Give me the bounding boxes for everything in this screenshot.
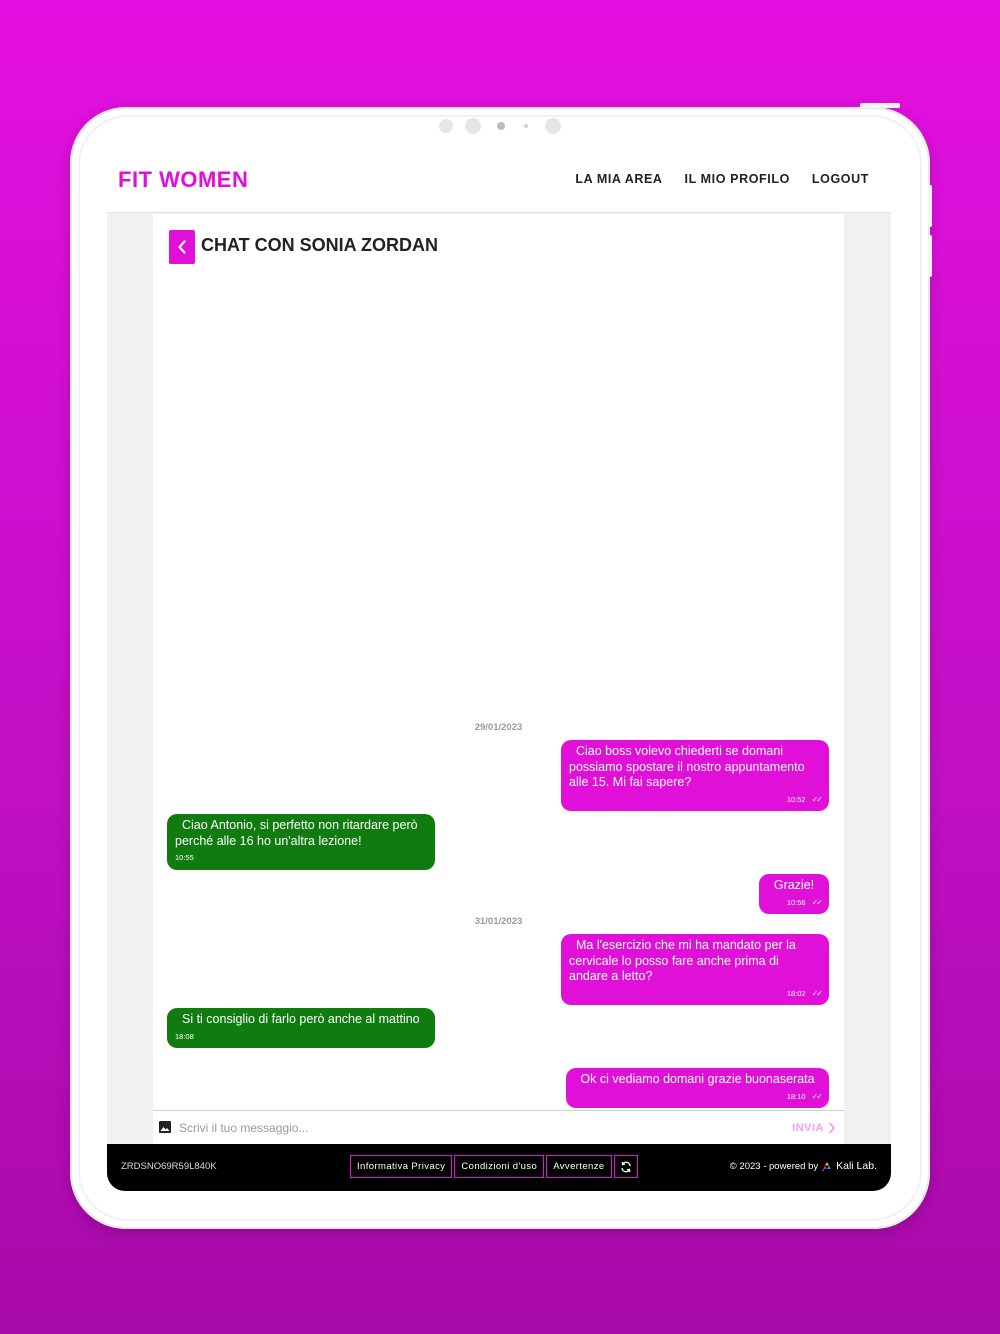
nav-la-mia-area[interactable]: LA MIA AREA: [575, 172, 663, 186]
message-meta: [569, 792, 821, 808]
nav-il-mio-profilo[interactable]: IL MIO PROFILO: [684, 172, 790, 186]
privacy-link[interactable]: Informativa Privacy: [350, 1155, 452, 1178]
message-input[interactable]: [179, 1117, 769, 1139]
send-label: INVIA: [792, 1122, 824, 1134]
read-receipt-icon: ✓✓: [811, 988, 821, 998]
read-receipt-icon: ✓✓: [811, 794, 821, 804]
message-outgoing[interactable]: [561, 740, 829, 811]
message-text: Ciao boss volevo chiederti se domani possiamo spostare il nostro appuntamento alle 15. Mi fai sapere?: [569, 744, 805, 789]
warnings-link[interactable]: Avvertenze: [546, 1155, 611, 1178]
message-outgoing[interactable]: [561, 934, 829, 1005]
app-screen: [107, 147, 891, 1191]
camera-array: [70, 119, 930, 135]
footer-links: [350, 1155, 638, 1178]
read-receipt-icon: ✓✓: [811, 897, 821, 907]
back-button[interactable]: [169, 230, 195, 264]
camera-sensor: [465, 118, 481, 134]
footer: [107, 1144, 891, 1191]
nav-logout[interactable]: LOGOUT: [811, 172, 869, 186]
message-incoming[interactable]: [167, 814, 435, 870]
kali-lab-logo-icon: [822, 1162, 832, 1171]
date-separator: 29/01/2023: [474, 722, 523, 733]
powered-by: [730, 1160, 877, 1172]
message-time: 10:52: [786, 794, 806, 804]
top-header: [107, 147, 891, 213]
read-receipt-icon: ✓✓: [811, 1091, 821, 1101]
message-text: Grazie!: [773, 878, 815, 892]
date-separator: 31/01/2023: [474, 916, 523, 927]
message-meta: [767, 895, 821, 911]
copyright-text: © 2023 - powered by: [729, 1160, 819, 1172]
tablet-top-button: [860, 103, 900, 108]
message-text: Ciao Antonio, si perfetto non ritardare però perché alle 16 ho un'altra lezione!: [175, 818, 418, 848]
chat-title: CHAT CON SONIA ZORDAN: [201, 235, 438, 255]
main-nav: [575, 172, 869, 186]
tablet-volume-down: [928, 235, 932, 277]
message-time: 18:10: [786, 1091, 806, 1101]
camera-dot: [524, 124, 528, 128]
message-text: Ok ci vediamo domani grazie buonaserata: [580, 1072, 815, 1086]
camera-sensor: [439, 119, 453, 133]
terms-link[interactable]: Condizioni d'uso: [454, 1155, 544, 1178]
chat-panel: [153, 214, 844, 1144]
message-incoming[interactable]: [167, 1008, 435, 1048]
refresh-icon: [620, 1161, 632, 1173]
image-icon[interactable]: [159, 1121, 171, 1133]
brand-logo[interactable]: FIT WOMEN: [118, 167, 249, 192]
message-meta: [175, 1029, 427, 1045]
message-text: Ma l'esercizio che mi ha mandato per la cervicale lo posso fare anche prima di andare a letto?: [569, 938, 796, 983]
message-time: 18:08: [175, 1031, 194, 1041]
tablet-frame: [70, 107, 930, 1229]
message-time: 18:02: [786, 988, 806, 998]
message-text: Si ti consiglio di farlo però anche al mattino: [182, 1012, 420, 1026]
message-outgoing[interactable]: [566, 1068, 829, 1108]
kali-lab-link[interactable]: Kali Lab.: [836, 1160, 877, 1172]
message-composer: [153, 1110, 844, 1144]
message-outgoing[interactable]: [759, 874, 829, 914]
send-button[interactable]: [792, 1122, 836, 1134]
message-meta: [175, 850, 427, 866]
message-meta: [569, 986, 821, 1002]
user-code: ZRDSNO69R59L840K: [121, 1161, 217, 1172]
message-meta: [574, 1089, 821, 1105]
tablet-volume-up: [928, 185, 932, 227]
message-time: 10:56: [786, 897, 806, 907]
refresh-button[interactable]: [614, 1155, 638, 1178]
message-time: 10:55: [175, 853, 194, 862]
camera-sensor: [545, 118, 561, 134]
camera-lens: [497, 122, 505, 130]
chevron-left-icon: [177, 240, 187, 254]
chevron-right-icon: [828, 1122, 836, 1134]
